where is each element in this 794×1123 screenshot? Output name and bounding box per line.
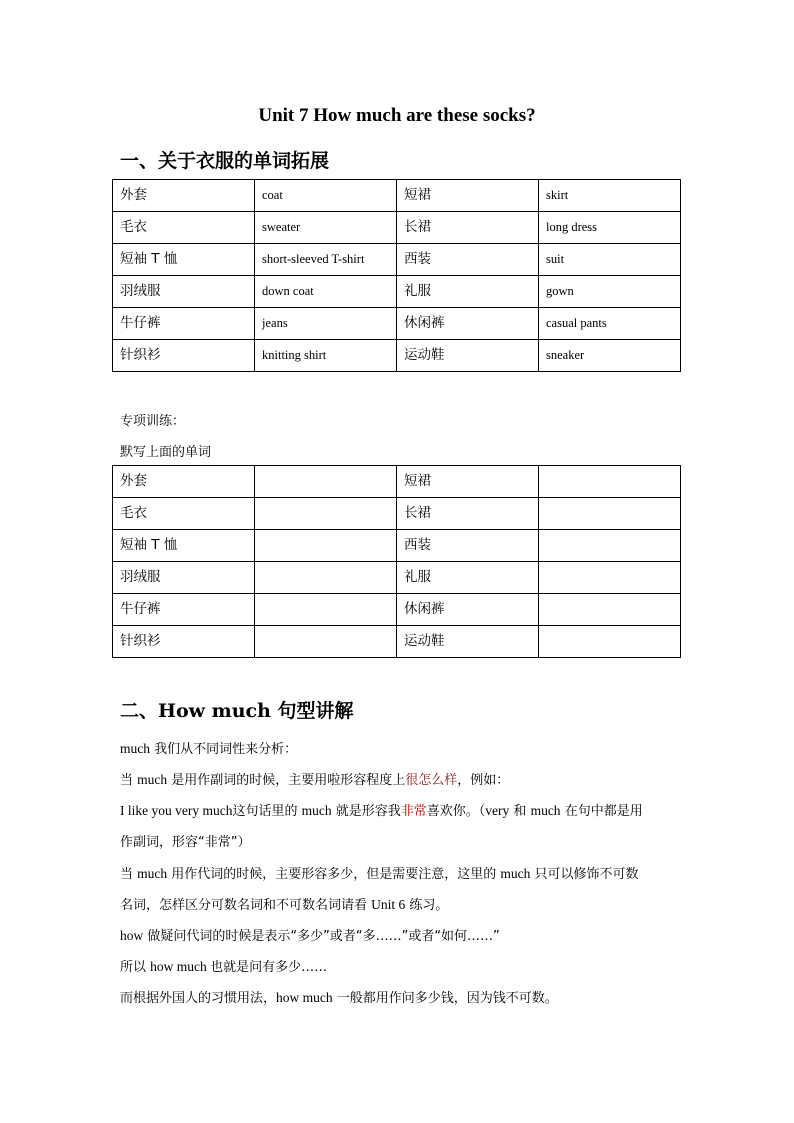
text-span: 当 — [120, 867, 138, 882]
answer-blank-cell[interactable] — [539, 466, 681, 498]
chinese-word-cell: 运动鞋 — [397, 626, 539, 658]
chinese-word-cell: 西装 — [397, 244, 539, 276]
chinese-word-cell: 毛衣 — [113, 498, 255, 530]
answer-blank-cell[interactable] — [255, 562, 397, 594]
answer-blank-cell[interactable] — [255, 626, 397, 658]
text-span: how much — [276, 990, 333, 1005]
text-span: 用作代词的时候，主要形容多少，但是需要注意，这里的 — [167, 867, 501, 882]
chinese-word-cell: 短裙 — [397, 466, 539, 498]
answer-blank-cell[interactable] — [255, 498, 397, 530]
text-span: much — [137, 772, 168, 787]
paragraph-1 — [120, 738, 297, 757]
text-span: much — [120, 741, 150, 756]
text-span: 也就是问有多少…… — [210, 960, 328, 975]
vocab-table — [112, 179, 681, 372]
text-span: 是用作副词的时候，主要用啦形容程度上 — [167, 773, 406, 788]
table-row — [113, 562, 681, 594]
text-span: much — [137, 866, 168, 881]
text-span: 练习。 — [405, 898, 449, 913]
practice-instruction: 默写上面的单词 — [120, 445, 212, 460]
paragraph-9 — [120, 987, 558, 1006]
table-row — [113, 530, 681, 562]
english-word-cell: casual pants — [539, 308, 681, 340]
text-span: 就是形容我 — [331, 804, 401, 819]
text-span: 当 — [120, 773, 138, 788]
answer-blank-cell[interactable] — [539, 594, 681, 626]
english-word-cell: suit — [539, 244, 681, 276]
answer-blank-cell[interactable] — [255, 466, 397, 498]
table-row — [113, 180, 681, 212]
practice-table — [112, 465, 681, 658]
table-row — [113, 276, 681, 308]
chinese-word-cell: 短袖 T 恤 — [113, 244, 255, 276]
text-span: 在句中都是用 — [560, 804, 643, 819]
chinese-word-cell: 毛衣 — [113, 212, 255, 244]
answer-blank-cell[interactable] — [255, 594, 397, 626]
text-span: 做疑问代词的时候是表示“多少”或者“多……”或者“如何……” — [143, 929, 500, 944]
paragraph-4: 作副词，形容“非常”） — [120, 835, 251, 850]
english-word-cell: skirt — [539, 180, 681, 212]
section-heading-vocabulary: 一、关于衣服的单词拓展 — [120, 150, 330, 172]
chinese-word-cell: 外套 — [113, 466, 255, 498]
paragraph-8 — [120, 956, 327, 975]
page-title: Unit 7 How much are these socks? — [258, 105, 536, 126]
text-span: much — [301, 803, 332, 818]
text-span: 名词，怎样区分可数名词和不可数名词请看 — [120, 898, 372, 913]
table-row — [113, 498, 681, 530]
paragraph-5 — [120, 863, 639, 882]
answer-blank-cell[interactable] — [539, 626, 681, 658]
text-span: much — [500, 866, 531, 881]
chinese-word-cell: 针织衫 — [113, 626, 255, 658]
text-span: 所以 — [120, 960, 151, 975]
text-span: 一般都用作问多少钱，因为钱不可数。 — [332, 991, 558, 1006]
chinese-word-cell: 长裙 — [397, 212, 539, 244]
table-row — [113, 244, 681, 276]
english-word-cell: coat — [255, 180, 397, 212]
english-word-cell: knitting shirt — [255, 340, 397, 372]
english-word-cell: short-sleeved T-shirt — [255, 244, 397, 276]
text-span: 而根据外国人的习惯用法， — [120, 991, 277, 1006]
chinese-word-cell: 牛仔裤 — [113, 308, 255, 340]
english-word-cell: gown — [539, 276, 681, 308]
text-span: Unit 6 — [371, 897, 406, 912]
table-row — [113, 594, 681, 626]
highlight-text: 很怎么样 — [405, 773, 458, 788]
chinese-word-cell: 礼服 — [397, 562, 539, 594]
answer-blank-cell[interactable] — [539, 562, 681, 594]
chinese-word-cell: 羽绒服 — [113, 562, 255, 594]
text-span: 只可以修饰不可数 — [530, 867, 639, 882]
table-row — [113, 626, 681, 658]
table-row — [113, 466, 681, 498]
chinese-word-cell: 长裙 — [397, 498, 539, 530]
chinese-word-cell: 休闲裤 — [397, 308, 539, 340]
text-span: 这句话里的 — [232, 804, 302, 819]
text-span: 喜欢你。（ — [426, 804, 486, 819]
english-word-cell: long dress — [539, 212, 681, 244]
table-row — [113, 212, 681, 244]
text-span: I like you very much — [120, 803, 233, 818]
practice-label: 专项训练： — [120, 414, 186, 429]
text-span: much — [530, 803, 561, 818]
section-heading-how-much: 二、How much 句型讲解 — [120, 700, 354, 722]
table-row — [113, 340, 681, 372]
text-span: ，例如： — [457, 773, 510, 788]
text-span: how — [120, 928, 144, 943]
chinese-word-cell: 牛仔裤 — [113, 594, 255, 626]
paragraph-3 — [120, 800, 643, 819]
text-span: 和 — [509, 804, 531, 819]
english-word-cell: sweater — [255, 212, 397, 244]
chinese-word-cell: 休闲裤 — [397, 594, 539, 626]
english-word-cell: jeans — [255, 308, 397, 340]
chinese-word-cell: 短裙 — [397, 180, 539, 212]
chinese-word-cell: 短袖 T 恤 — [113, 530, 255, 562]
english-word-cell: down coat — [255, 276, 397, 308]
text-span: how much — [150, 959, 211, 974]
text-span: very — [485, 803, 510, 818]
chinese-word-cell: 礼服 — [397, 276, 539, 308]
chinese-word-cell: 针织衫 — [113, 340, 255, 372]
chinese-word-cell: 西装 — [397, 530, 539, 562]
chinese-word-cell: 外套 — [113, 180, 255, 212]
paragraph-7 — [120, 925, 500, 944]
highlight-text: 非常 — [400, 804, 427, 819]
answer-blank-cell[interactable] — [255, 530, 397, 562]
chinese-word-cell: 羽绒服 — [113, 276, 255, 308]
answer-blank-cell[interactable] — [539, 530, 681, 562]
text-span: 我们从不同词性来分析： — [150, 742, 298, 757]
english-word-cell: sneaker — [539, 340, 681, 372]
paragraph-2 — [120, 769, 509, 788]
answer-blank-cell[interactable] — [539, 498, 681, 530]
table-row — [113, 308, 681, 340]
chinese-word-cell: 运动鞋 — [397, 340, 539, 372]
paragraph-6 — [120, 894, 448, 913]
